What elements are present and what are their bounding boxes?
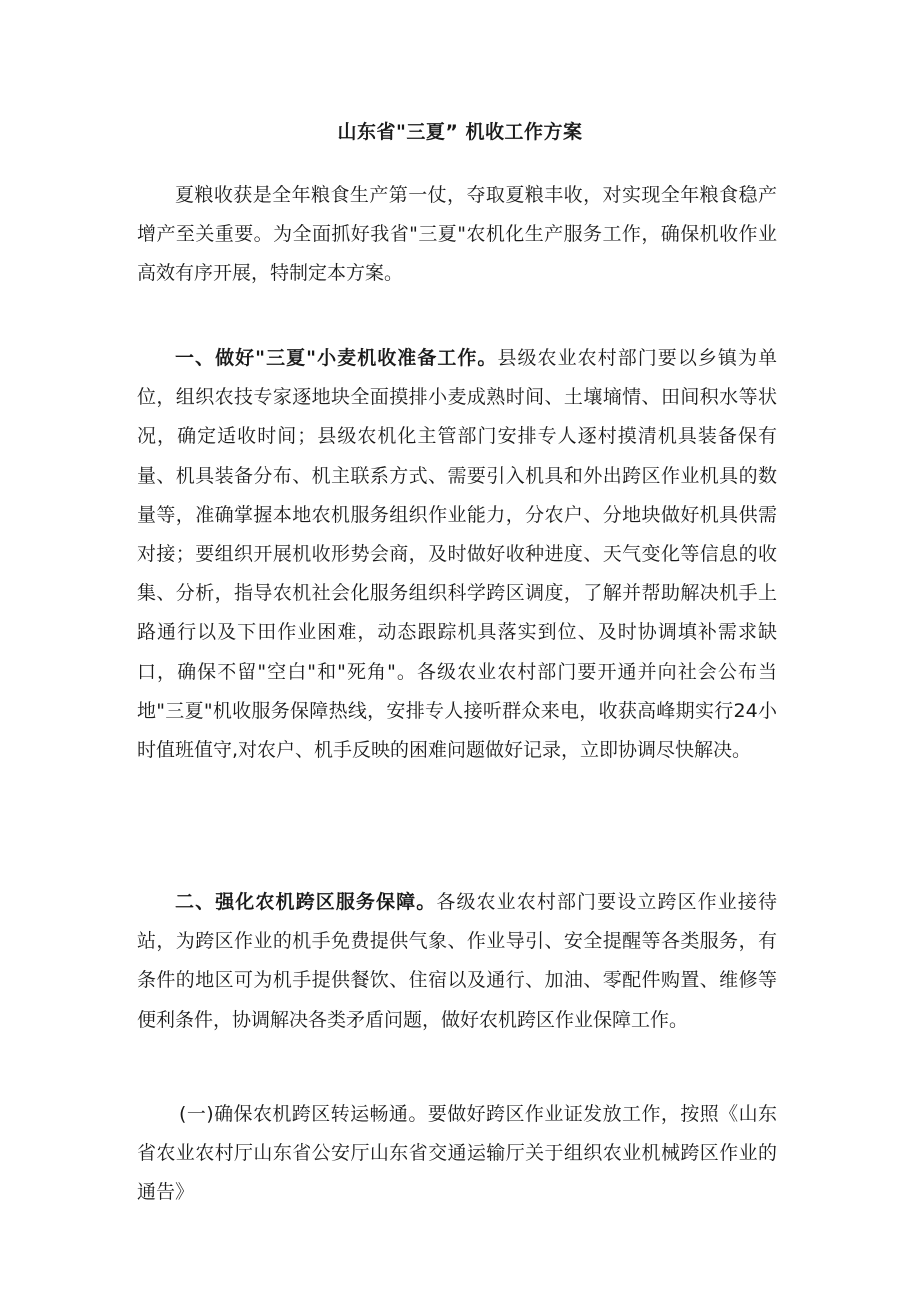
- document-title: 山东省"三夏” 机收工作方案: [337, 121, 583, 143]
- section-2-body: 各级农业农村部门要设立跨区作业接待站，为跨区作业的机手免费提供气象、作业导引、安全提醒等各类服务，有条件的地区可为机手提供餐饮、住宿以及通行、加油、零配件购置、维修等便利条件，协调解决各类矛盾问题，做好农机跨区作业保障工作。: [137, 891, 777, 1031]
- intro-paragraph: 夏粮收获是全年粮食生产第一仗，夺取夏粮丰收，对实现全年粮食稳产增产至关重要。为全面抓好我省"三夏"农机化生产服务工作，确保机收作业高效有序开展，特制定本方案。: [137, 184, 777, 285]
- section-1-paragraph: [137, 339, 777, 770]
- subsection-1-paragraph: (一)确保农机跨区转运畅通。要做好跨区作业证发放工作，按照《山东省农业农村厅山东省公安厅山东省交通运输厅关于组织农业机械跨区作业的通告》: [137, 1103, 777, 1204]
- section-1-body: 县级农业农村部门要以乡镇为单位，组织农技专家逐地块全面摸排小麦成熟时间、土壤墒情、田间积水等状况，确定适收时间；县级农机化主管部门安排专人逐村摸清机具装备保有量、机具装备分布、机主联系方式、需要引入机具和外出跨区作业机具的数量等，准确掌握本地农机服务组织作业能力，分农户、分地块做好机具供需对接；要组织开展机收形势会商，及时做好收种进度、天气变化等信息的收集、分析，指导农机社会化服务组织科学跨区调度，了解并帮助解决机手上路通行以及下田作业困难，动态跟踪机具落实到位、及时协调填补需求缺口，确保不留"空白"和"死角"。各级农业农村部门要开通并向社会公布当地"三夏"机收服务保障热线，安排专人接听群众来电，收获高峰期实行24小时值班值守,对农户、机手反映的困难问题做好记录，立即协调尽快解决。: [137, 347, 777, 762]
- section-1-heading: 一、做好"三夏"小麦机收准备工作。: [175, 347, 498, 369]
- section-2-heading: 二、强化农机跨区服务保障。: [175, 891, 437, 913]
- section-2-paragraph: [137, 883, 777, 1040]
